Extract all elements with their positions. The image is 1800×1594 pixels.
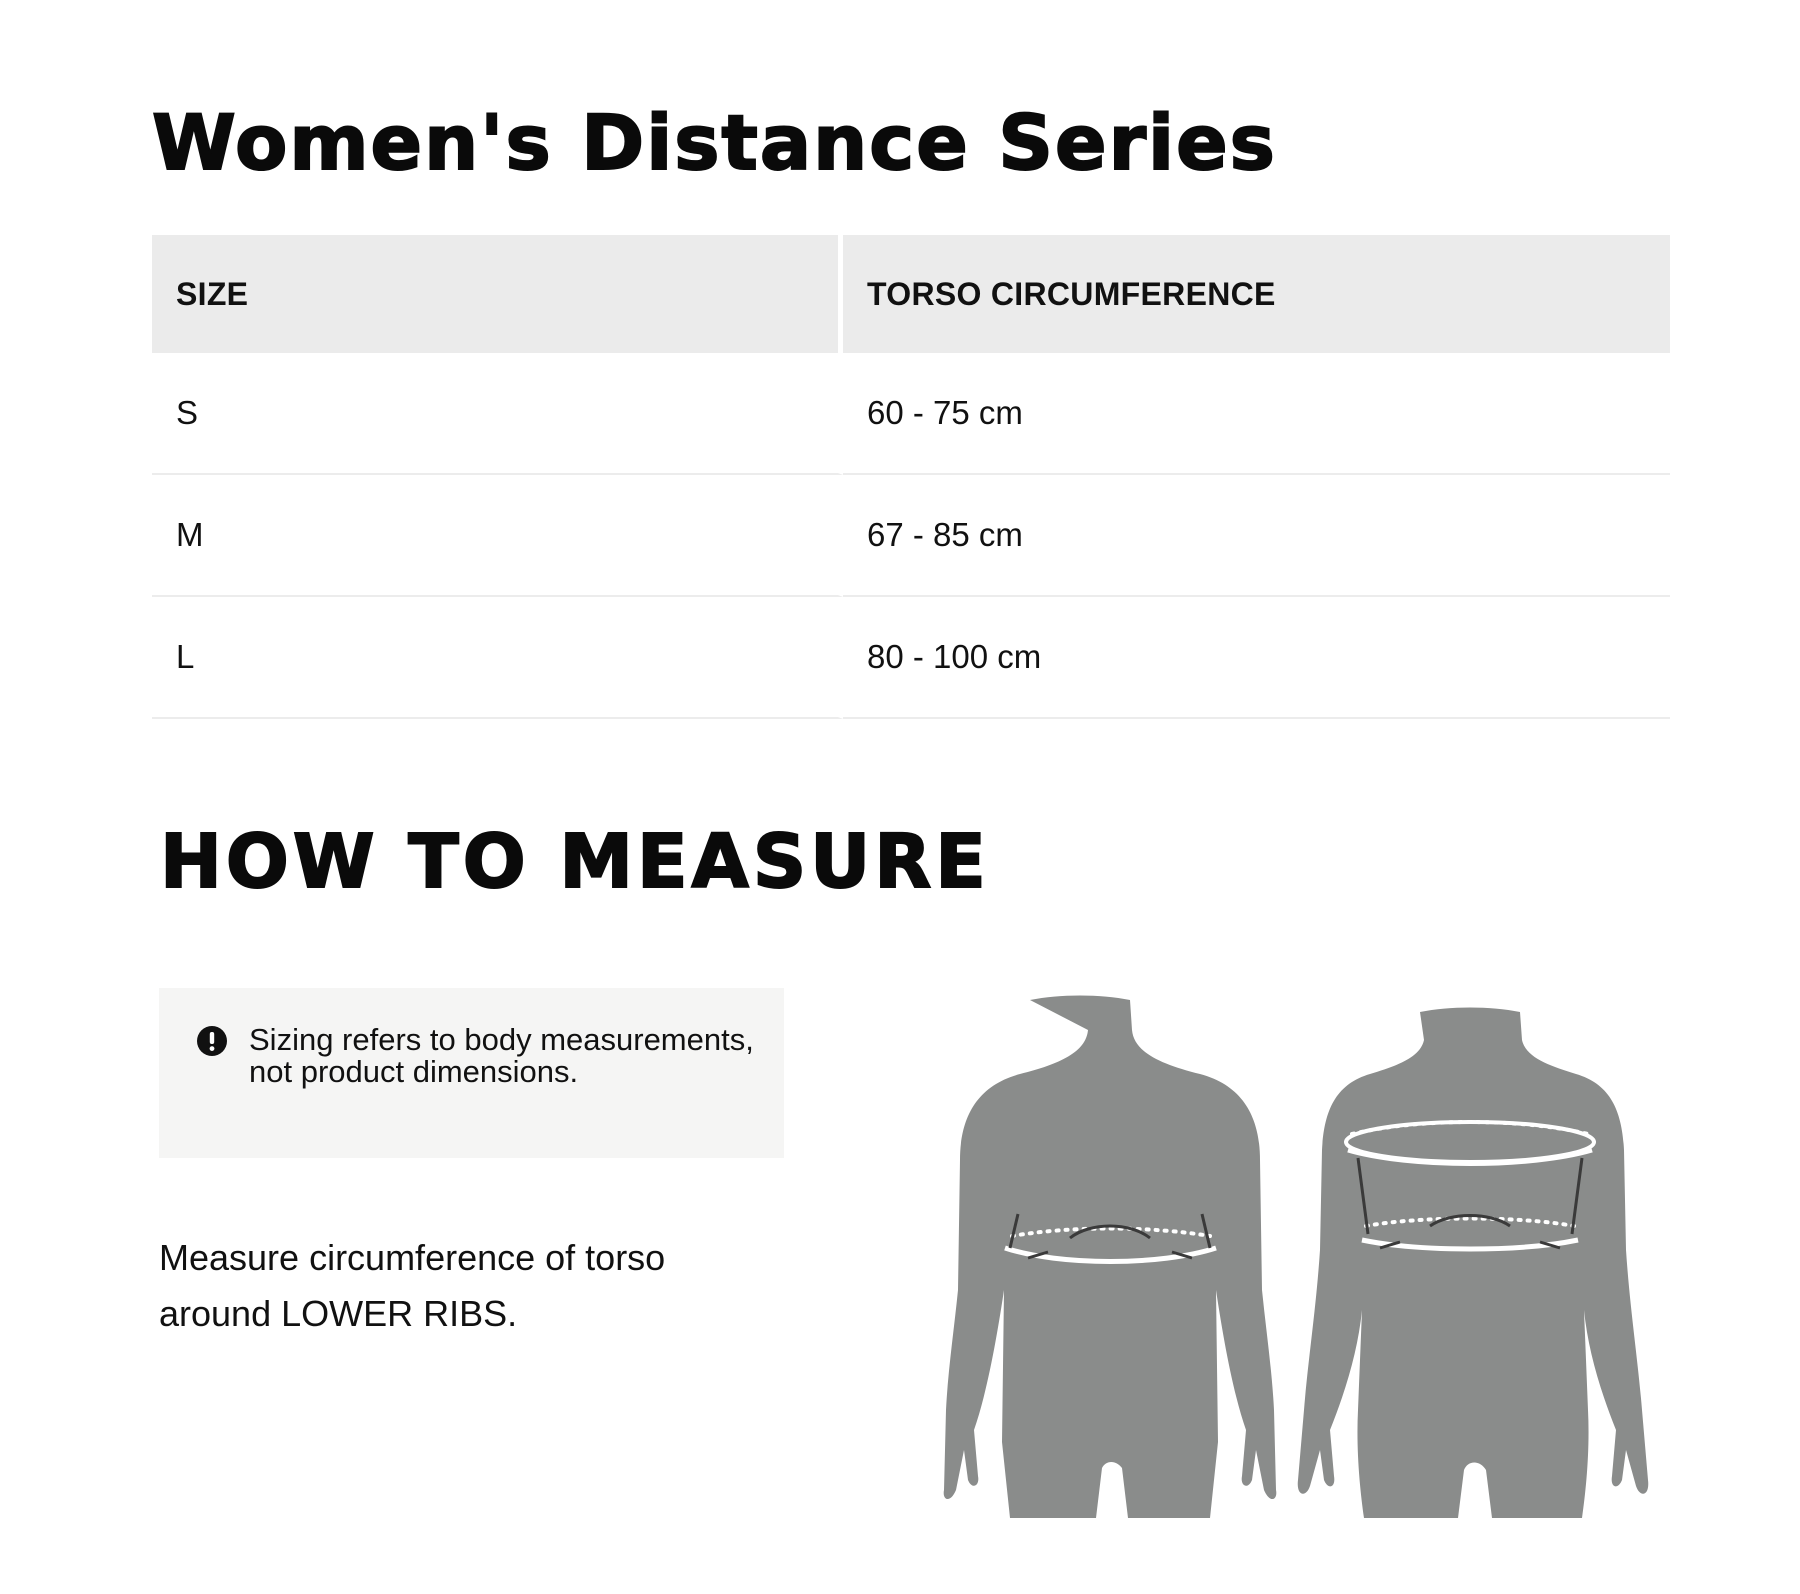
size-chart-table [152,235,1670,719]
size-cell: L [152,597,843,719]
torso-cell: 60 - 75 cm [843,353,1670,475]
measure-instruction: Measure circumference of torso around LOWER RIBS. [159,1237,666,1334]
table-row [152,597,1670,719]
table-header-row [152,235,1670,353]
how-to-measure-heading: HOW TO MEASURE [160,819,990,905]
notice-text: Sizing refers to body measurements, not product dimensions. [249,1022,754,1089]
table-row [152,475,1670,597]
page-title: Women's Distance Series [152,98,1277,187]
male-torso-figure [944,996,1277,1519]
size-cell: M [152,475,843,597]
torso-cell: 80 - 100 cm [843,597,1670,719]
column-header-torso: TORSO CIRCUMFERENCE [843,235,1670,353]
measurement-illustration [860,990,1660,1520]
table-row [152,353,1670,475]
exclamation-circle-icon [197,1026,227,1056]
column-header-size: SIZE [152,235,843,353]
size-cell: S [152,353,843,475]
torso-cell: 67 - 85 cm [843,475,1670,597]
female-torso-figure [1298,1008,1649,1519]
sizing-notice [159,988,784,1158]
